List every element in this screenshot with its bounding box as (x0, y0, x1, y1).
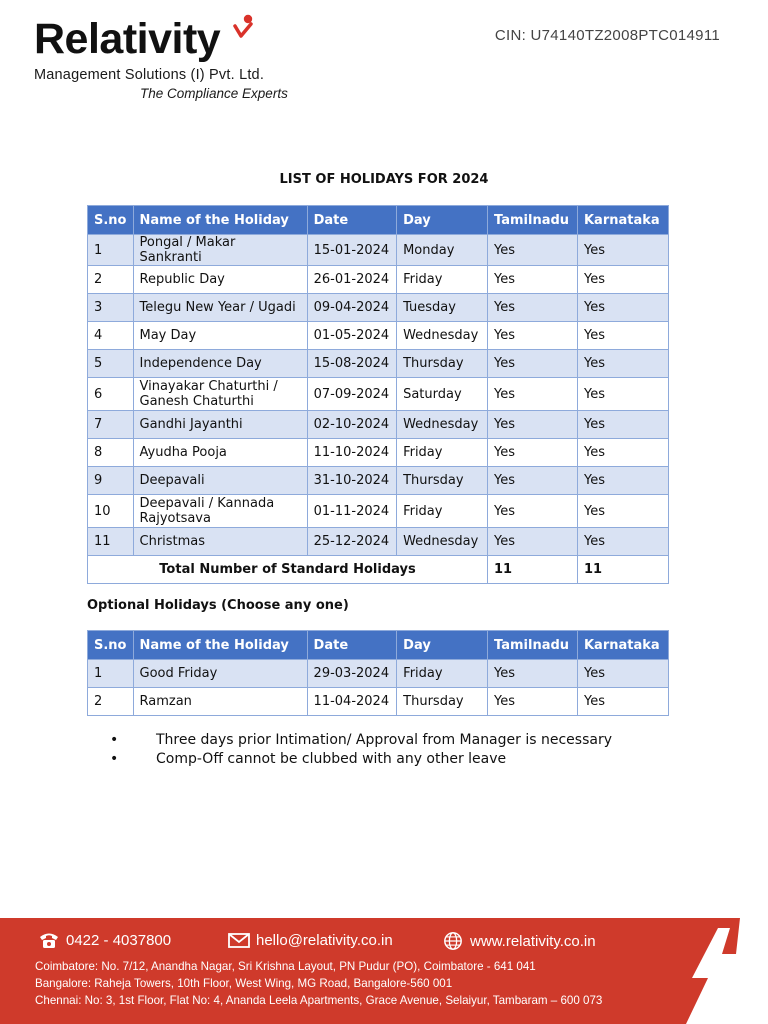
cell-holiday-name: Telegu New Year / Ugadi (133, 294, 307, 322)
phone-icon (38, 931, 60, 949)
cell-sno: 9 (88, 467, 134, 495)
cell-day: Wednesday (397, 411, 488, 439)
cell-day: Friday (397, 439, 488, 467)
phone-number: 0422 - 4037800 (66, 931, 172, 949)
col-header-sno: S.no (88, 631, 134, 660)
cell-date: 01-05-2024 (307, 322, 396, 350)
logo-word: Relativity (34, 15, 221, 63)
bullet-icon: • (110, 732, 119, 748)
logo-company-name: Management Solutions (I) Pvt. Ltd. (34, 67, 265, 83)
cell-karnataka: Yes (577, 467, 668, 495)
table-row (88, 688, 669, 716)
cell-date: 01-11-2024 (307, 495, 396, 528)
table-row (88, 322, 669, 350)
cell-karnataka: Yes (577, 495, 668, 528)
cell-date: 11-10-2024 (307, 439, 396, 467)
cell-holiday-name: Good Friday (133, 660, 307, 688)
standard-holidays-table (87, 205, 669, 584)
bullet-icon: • (110, 751, 119, 767)
col-header-date: Date (307, 631, 397, 660)
email-contact[interactable] (228, 931, 393, 949)
note-text: Comp-Off cannot be clubbed with any other leave (156, 751, 507, 767)
address-bangalore: Bangalore: Raheja Towers, 10th Floor, West Wing, MG Road, Bangalore-560 001 (35, 977, 453, 990)
optional-holidays-table (87, 630, 669, 716)
cell-date: 11-04-2024 (307, 688, 397, 716)
cell-sno: 5 (88, 350, 134, 378)
cell-holiday-name: Republic Day (133, 266, 307, 294)
email-icon (228, 931, 250, 949)
table-row (88, 235, 669, 266)
cell-date: 09-04-2024 (307, 294, 396, 322)
cell-day: Friday (397, 495, 488, 528)
logo-tagline: The Compliance Experts (140, 86, 288, 101)
lightning-bolt-icon (678, 918, 768, 1024)
optional-holidays-heading: Optional Holidays (Choose any one) (87, 598, 349, 613)
table-row (88, 411, 669, 439)
cell-day: Tuesday (397, 294, 488, 322)
total-label: Total Number of Standard Holidays (88, 556, 488, 584)
cell-day: Thursday (397, 350, 488, 378)
cell-tamilnadu: Yes (488, 350, 578, 378)
cell-holiday-name: Deepavali (133, 467, 307, 495)
note-item (110, 751, 612, 770)
cell-karnataka: Yes (577, 439, 668, 467)
cell-karnataka: Yes (577, 350, 668, 378)
col-header-name: Name of the Holiday (133, 206, 307, 235)
cell-karnataka: Yes (577, 235, 668, 266)
cell-date: 25-12-2024 (307, 528, 396, 556)
cell-sno: 3 (88, 294, 134, 322)
cell-tamilnadu: Yes (488, 294, 578, 322)
email-address[interactable]: hello@relativity.co.in (256, 931, 393, 949)
table-row (88, 378, 669, 411)
table-header-row (88, 631, 669, 660)
cell-karnataka: Yes (577, 688, 668, 716)
cell-tamilnadu: Yes (488, 322, 578, 350)
cell-date: 31-10-2024 (307, 467, 396, 495)
col-header-tamilnadu: Tamilnadu (488, 206, 578, 235)
cell-sno: 7 (88, 411, 134, 439)
total-karnataka: 11 (577, 556, 668, 584)
cell-karnataka: Yes (577, 411, 668, 439)
note-text: Three days prior Intimation/ Approval from Manager is necessary (156, 732, 612, 748)
col-header-sno: S.no (88, 206, 134, 235)
cell-holiday-name: Christmas (133, 528, 307, 556)
footer (0, 918, 768, 1024)
logo-wordmark (34, 15, 288, 63)
cell-tamilnadu: Yes (488, 235, 578, 266)
table-header-row (88, 206, 669, 235)
phone-contact (38, 931, 171, 949)
globe-icon (442, 931, 464, 951)
cell-holiday-name: May Day (133, 322, 307, 350)
cell-tamilnadu: Yes (488, 528, 578, 556)
cell-karnataka: Yes (577, 266, 668, 294)
cell-day: Friday (397, 266, 488, 294)
table-row (88, 528, 669, 556)
cell-sno: 2 (88, 688, 134, 716)
col-header-karnataka: Karnataka (577, 631, 668, 660)
cell-karnataka: Yes (577, 660, 668, 688)
website-contact[interactable] (442, 931, 596, 951)
cell-sno: 2 (88, 266, 134, 294)
cell-sno: 10 (88, 495, 134, 528)
cell-holiday-name: Independence Day (133, 350, 307, 378)
cell-holiday-name: Deepavali / Kannada Rajyotsava (133, 495, 307, 528)
col-header-date: Date (307, 206, 396, 235)
cell-date: 15-01-2024 (307, 235, 396, 266)
table-row (88, 467, 669, 495)
cell-holiday-name: Gandhi Jayanthi (133, 411, 307, 439)
cell-karnataka: Yes (577, 322, 668, 350)
cell-tamilnadu: Yes (488, 439, 578, 467)
total-tamilnadu: 11 (488, 556, 578, 584)
cell-sno: 1 (88, 660, 134, 688)
cin-number: CIN: U74140TZ2008PTC014911 (494, 27, 720, 44)
col-header-name: Name of the Holiday (133, 631, 307, 660)
table-row (88, 439, 669, 467)
cell-tamilnadu: Yes (488, 660, 578, 688)
cell-day: Wednesday (397, 322, 488, 350)
cell-karnataka: Yes (577, 378, 668, 411)
cell-date: 29-03-2024 (307, 660, 397, 688)
address-chennai: Chennai: No: 3, 1st Floor, Flat No: 4, Ananda Leela Apartments, Grace Avenue, Selaiyur, Tambaram – 600 073 (35, 994, 603, 1007)
cell-day: Monday (397, 235, 488, 266)
cell-tamilnadu: Yes (488, 467, 578, 495)
cell-date: 02-10-2024 (307, 411, 396, 439)
cell-karnataka: Yes (577, 294, 668, 322)
table-row (88, 350, 669, 378)
cell-holiday-name: Ramzan (133, 688, 307, 716)
col-header-day: Day (397, 631, 488, 660)
cell-date: 15-08-2024 (307, 350, 396, 378)
col-header-day: Day (397, 206, 488, 235)
company-logo (34, 15, 288, 101)
table-row (88, 660, 669, 688)
logo-tick-icon (232, 14, 254, 40)
col-header-karnataka: Karnataka (577, 206, 668, 235)
cell-day: Thursday (397, 688, 488, 716)
cell-karnataka: Yes (577, 528, 668, 556)
cell-sno: 1 (88, 235, 134, 266)
cell-date: 26-01-2024 (307, 266, 396, 294)
total-row (88, 556, 669, 584)
page-title: LIST OF HOLIDAYS FOR 2024 (279, 172, 489, 187)
cell-day: Saturday (397, 378, 488, 411)
address-coimbatore: Coimbatore: No. 7/12, Anandha Nagar, Sri Krishna Layout, PN Pudur (PO), Coimbatore - 641 041 (35, 960, 536, 973)
cell-sno: 11 (88, 528, 134, 556)
cell-tamilnadu: Yes (488, 266, 578, 294)
cell-sno: 8 (88, 439, 134, 467)
cell-sno: 6 (88, 378, 134, 411)
cell-holiday-name: Vinayakar Chaturthi / Ganesh Chaturthi (133, 378, 307, 411)
cell-holiday-name: Ayudha Pooja (133, 439, 307, 467)
cell-day: Wednesday (397, 528, 488, 556)
notes-list (110, 732, 612, 770)
cell-tamilnadu: Yes (488, 378, 578, 411)
cell-tamilnadu: Yes (488, 688, 578, 716)
cell-holiday-name: Pongal / Makar Sankranti (133, 235, 307, 266)
website-link[interactable]: www.relativity.co.in (470, 932, 596, 950)
table-row (88, 495, 669, 528)
col-header-tamilnadu: Tamilnadu (488, 631, 578, 660)
cell-tamilnadu: Yes (488, 411, 578, 439)
note-item (110, 732, 612, 751)
cell-day: Thursday (397, 467, 488, 495)
cell-tamilnadu: Yes (488, 495, 578, 528)
cell-date: 07-09-2024 (307, 378, 396, 411)
table-row (88, 266, 669, 294)
cell-sno: 4 (88, 322, 134, 350)
table-row (88, 294, 669, 322)
cell-day: Friday (397, 660, 488, 688)
